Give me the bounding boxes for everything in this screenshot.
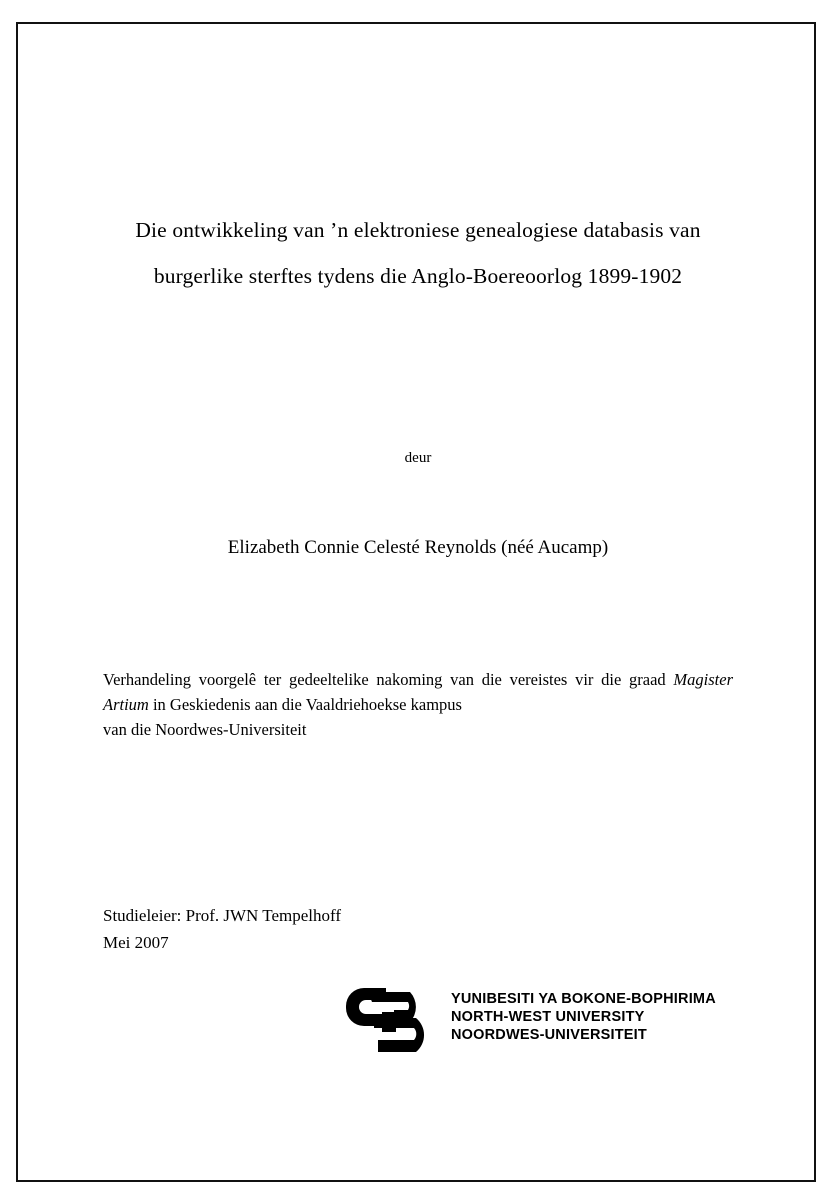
author-name: Elizabeth Connie Celesté Reynolds (néé Aucamp) <box>227 537 609 558</box>
statement-line-2: van die Noordwes-Universiteit <box>103 720 307 739</box>
university-logo <box>243 982 716 1062</box>
statement-degree-italic: Magister Artium <box>103 670 733 714</box>
title-line-2: burgerlike sterftes tydens die Anglo-Boereoorlog 1899-1902 <box>153 264 683 288</box>
supervisor-and-date <box>103 902 603 956</box>
degree-statement <box>103 667 733 742</box>
page-title <box>88 207 748 299</box>
supervisor-line: Studieleier: Prof. JWN Tempelhoff <box>103 906 342 925</box>
logo-text-line-3: NOORDWES-UNIVERSITEIT <box>451 1027 647 1043</box>
page-content <box>88 22 748 1182</box>
logo-text-line-2: NORTH-WEST UNIVERSITY <box>451 1009 645 1025</box>
date-line: Mei 2007 <box>103 933 169 952</box>
logo-text-line-1: YUNIBESITI YA BOKONE-BOPHIRIMA <box>451 991 716 1007</box>
title-line-1: Die ontwikkeling van ’n elektroniese genealogiese databasis van <box>135 218 701 242</box>
statement-part-2: in Geskiedenis aan die Vaaldriehoekse kampus <box>148 695 462 714</box>
statement-part-1: Verhandeling voorgelê ter gedeeltelike nakoming van die vereistes vir die graad <box>103 670 674 689</box>
by-label: deur <box>404 450 432 466</box>
nwu-logo-mark-icon <box>338 988 446 1056</box>
university-logo-text <box>451 990 716 1044</box>
